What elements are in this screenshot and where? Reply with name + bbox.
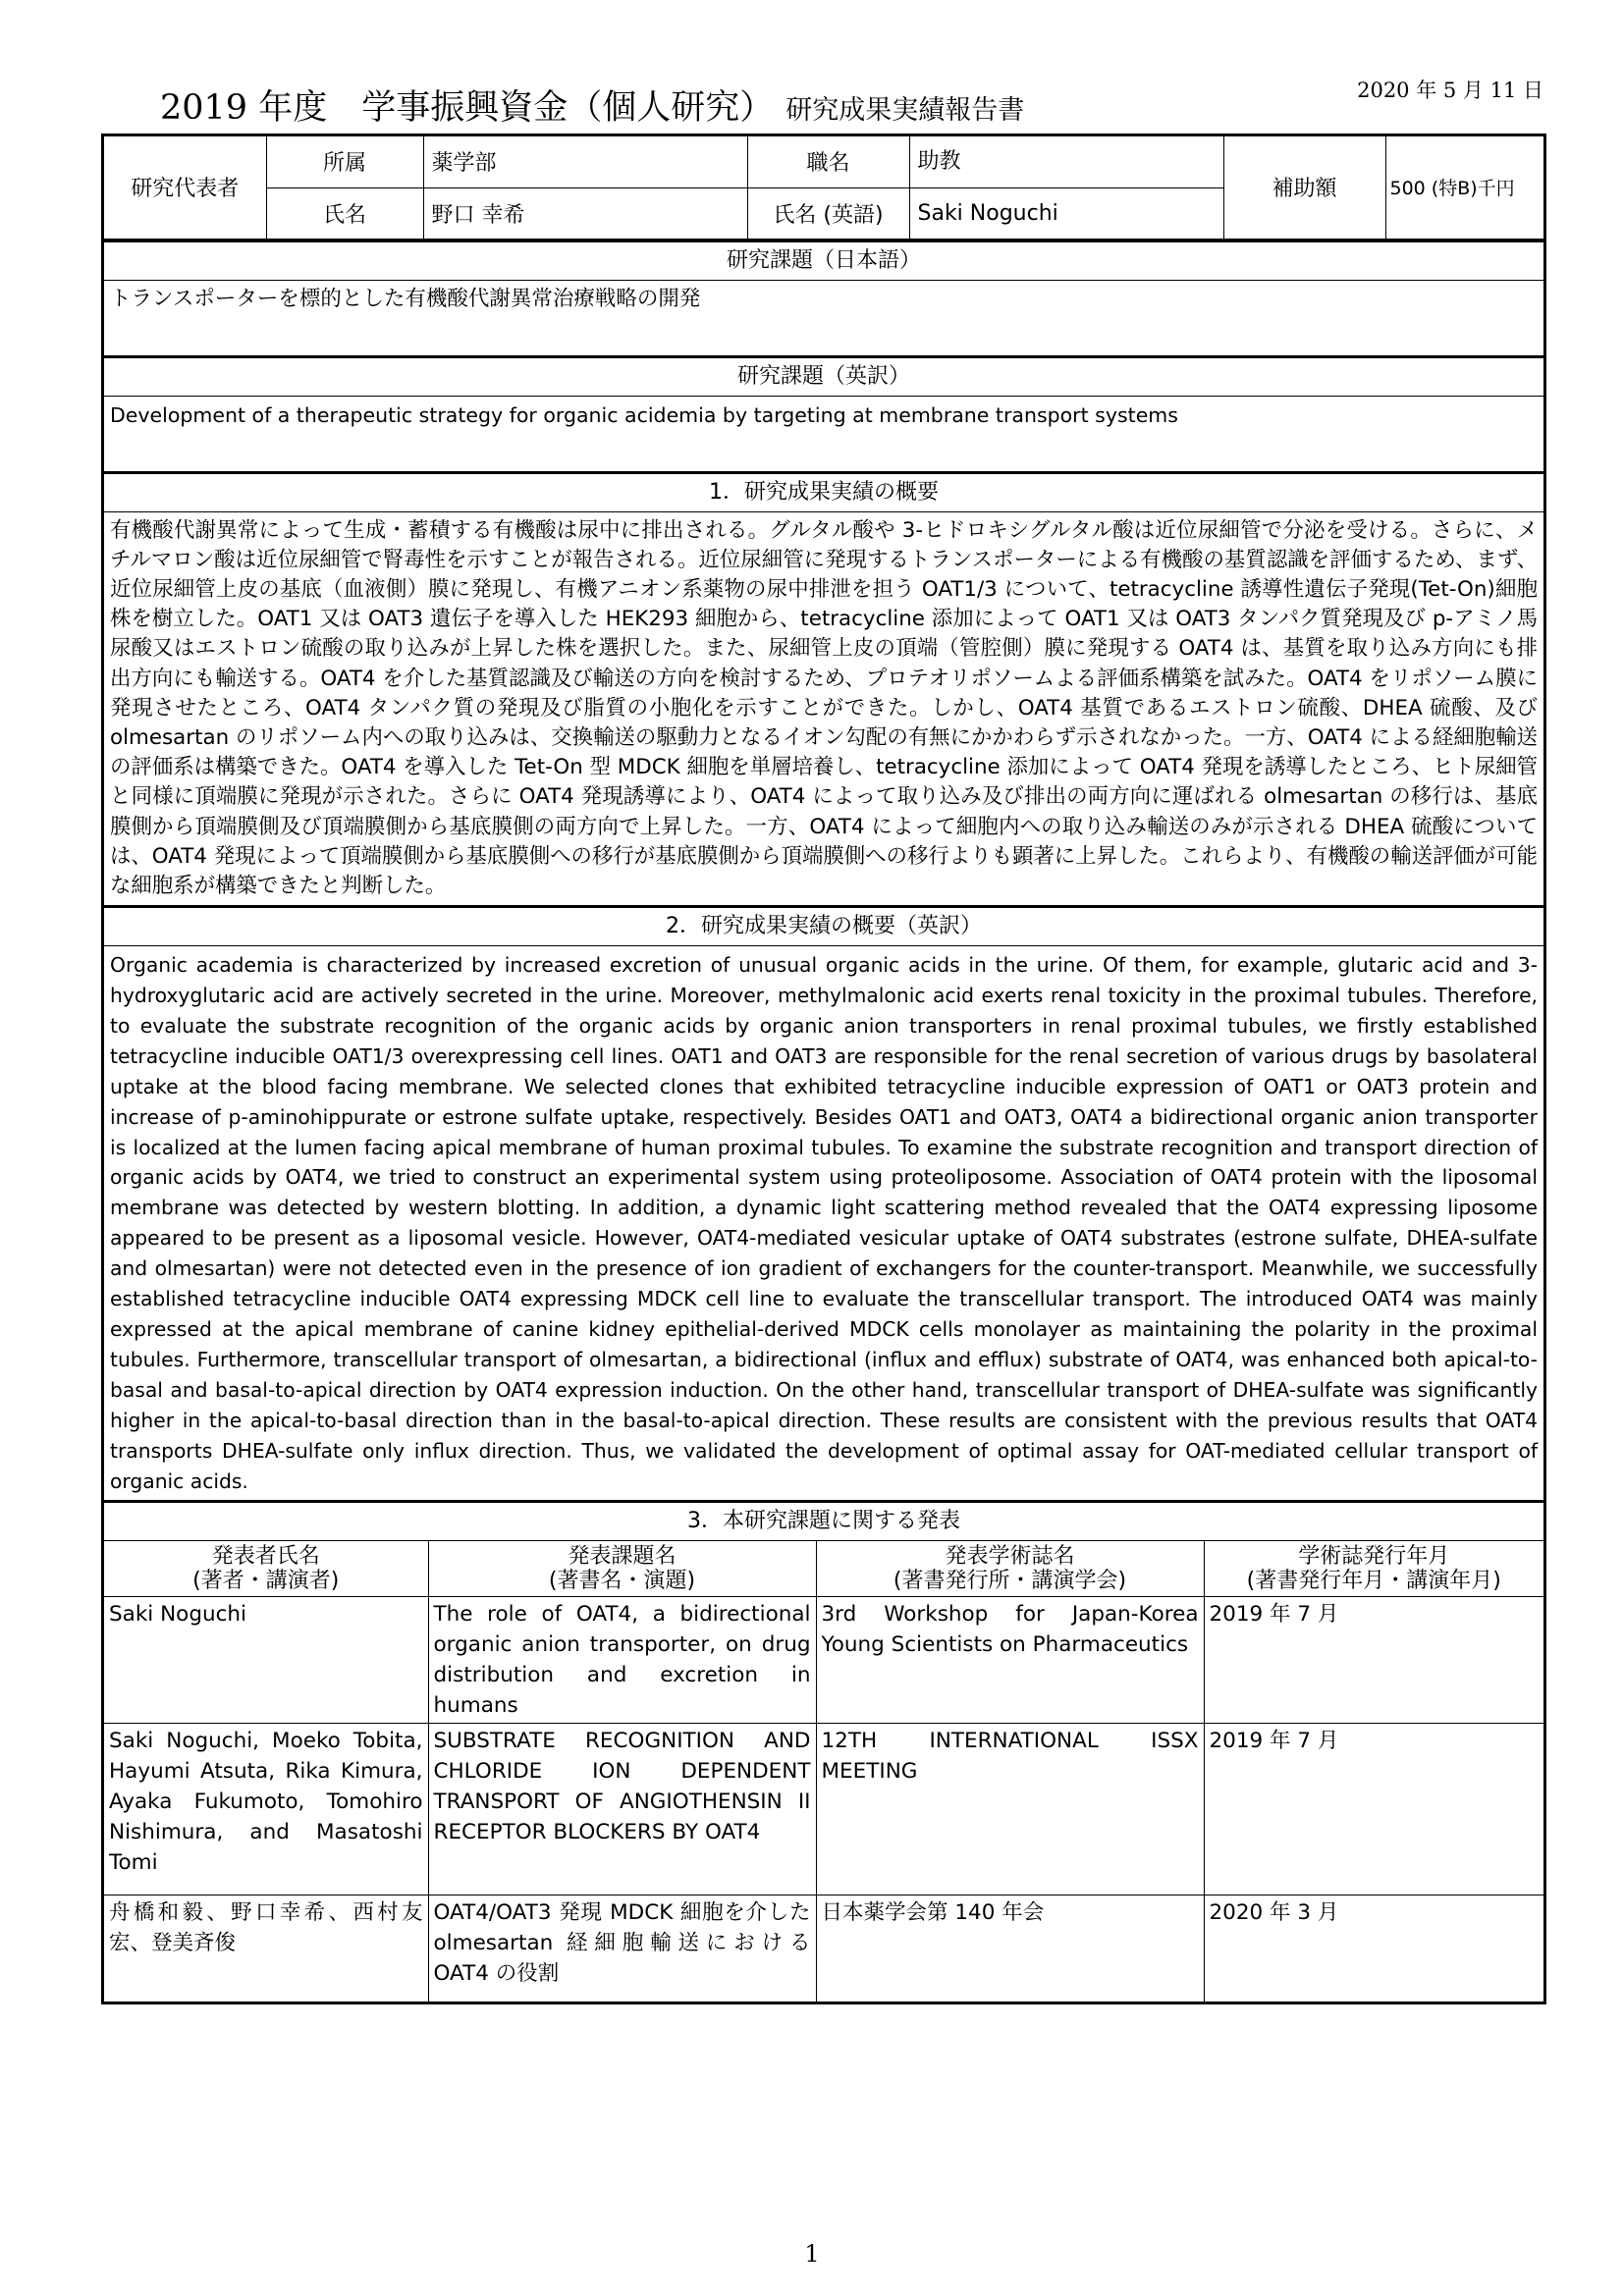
position-value: 助教 — [909, 136, 1223, 187]
report-date: 2020 年 5 月 11 日 — [1357, 79, 1543, 102]
topic-jp-heading: 研究課題（日本語） — [104, 240, 1543, 281]
column-header: 発表学術誌名 (著書発行所・講演学会) — [816, 1541, 1204, 1597]
pub-authors: Saki Noguchi — [104, 1597, 428, 1724]
report-form — [101, 133, 1546, 2004]
column-header: 発表課題名 (著書名・演題) — [428, 1541, 816, 1597]
name-label: 氏名 — [266, 187, 423, 239]
topic-en-text: Development of a therapeutic strategy for organic acidemia by targeting at membrane transport systems — [110, 402, 1178, 427]
column-header: 発表者氏名 (著者・講演者) — [104, 1541, 428, 1597]
representative-label: 研究代表者 — [104, 136, 266, 239]
pub-title: OAT4/OAT3 発現 MDCK 細胞を介した olmesartan 経細胞輸送における OAT4 の役割 — [428, 1896, 816, 2002]
pub-venue: 12TH INTERNATIONAL ISSX MEETING — [816, 1724, 1204, 1896]
affiliation-label: 所属 — [266, 136, 423, 187]
pub-authors: 舟橋和毅、野口幸希、西村友宏、登美斉俊 — [104, 1896, 428, 2002]
affiliation-value: 薬学部 — [423, 136, 747, 187]
grant-label: 補助額 — [1223, 136, 1385, 239]
name-value: 野口 幸希 — [423, 187, 747, 239]
publications-table — [104, 1541, 1543, 2002]
publications-header-row — [104, 1541, 1543, 1597]
position-label: 職名 — [747, 136, 909, 187]
summary-jp-heading: 1．研究成果実績の概要 — [104, 471, 1543, 512]
pub-authors: Saki Noguchi, Moeko Tobita, Hayumi Atsuta, Rika Kimura, Ayaka Fukumoto, Tomohiro Nishimura, and Masatoshi Tomi — [104, 1724, 428, 1896]
page-number: 1 — [804, 2240, 820, 2268]
summary-jp-text: 有機酸代謝異常によって生成・蓄積する有機酸は尿中に排出される。グルタル酸や 3-ヒドロキシグルタル酸は近位尿細管で分泌を受ける。さらに、メチルマロン酸は近位尿細管で腎毒性を示すことが報告される。近位尿細管に発現するトランスポーターによる有機酸の基質認識を評価するため、まず、近位尿細管上皮の基底（血液側）膜に発現し、有機アニオン系薬物の尿中排泄を担う OAT1/3 について、tetracycline 誘導性遺伝子発現(Tet-On)細胞株を樹立した。OAT1 又は OAT3 遺伝子を導入した HEK293 細胞から、tetracycline 添加によって OAT1 又は OAT3 タンパク質発現及び p-アミノ馬尿酸又はエストロン硫酸の取り込みが上昇した株を選択した。また、尿細管上皮の頂端（管腔側）膜に発現する OAT4 は、基質を取り込み方向にも排出方向にも輸送する。OAT4 を介した基質認識及び輸送の方向を検討するため、プロテオリポソームよる評価系構築を試みた。OAT4 をリポソーム膜に発現させたところ、OAT4 タンパク質の発現及び脂質の小胞化を示すことができた。しかし、OAT4 基質であるエストロン硫酸、DHEA 硫酸、及び olmesartan のリポソーム内への取り込みは、交換輸送の駆動力となるイオン勾配の有無にかかわらず示されなかった。一方、OAT4 による経細胞輸送の評価系は構築できた。OAT4 を導入した Tet-On 型 MDCK 細胞を単層培養し、tetracycline 添加によって OAT4 発現を誘導したところ、ヒト尿細管と同様に頂端膜に発現が示された。さらに OAT4 発現誘導により、OAT4 によって取り込み及び排出の両方向に運ばれる olmesartan の移行は、基底膜側から頂端膜側及び頂端膜側から基底膜側の両方向で上昇した。一方、OAT4 によって細胞内への取り込み輸送のみが示される DHEA 硫酸については、OAT4 発現によって頂端膜側から基底膜側への移行が基底膜側から頂端膜側への移行よりも顕著に上昇した。これらより、有機酸の輸送評価が可能な細胞系が構築できたと判断した。 — [110, 517, 1538, 898]
pub-title: The role of OAT4, a bidirectional organic anion transporter, on drug distribution and excretion in humans — [428, 1597, 816, 1724]
topic-en-heading: 研究課題（英訳） — [104, 355, 1543, 397]
summary-en-heading: 2．研究成果実績の概要（英訳） — [104, 905, 1543, 946]
name-en-value: Saki Noguchi — [909, 187, 1223, 239]
pub-title: SUBSTRATE RECOGNITION AND CHLORIDE ION DEPENDENT TRANSPORT OF ANGIOTHENSIN II RECEPTOR BLOCKERS BY OAT4 — [428, 1724, 816, 1896]
table-row — [104, 1724, 1543, 1896]
title-sub: 研究成果実績報告書 — [785, 95, 1025, 126]
pub-date: 2020 年 3 月 — [1204, 1896, 1543, 2002]
topic-jp-text: トランスポーターを標的とした有機酸代謝異常治療戦略の開発 — [110, 286, 701, 311]
pub-date: 2019 年 7 月 — [1204, 1597, 1543, 1724]
title-main: 2019 年度 学事振興資金（個人研究） — [160, 88, 775, 128]
name-en-label: 氏名 (英語) — [747, 187, 909, 239]
column-header: 学術誌発行年月 (著書発行年月・講演年月) — [1204, 1541, 1543, 1597]
table-row — [104, 1896, 1543, 2002]
page-title — [160, 80, 1024, 130]
pub-venue: 3rd Workshop for Japan-Korea Young Scientists on Pharmaceutics — [816, 1597, 1204, 1724]
pub-venue: 日本薬学会第 140 年会 — [816, 1896, 1204, 2002]
summary-en-text: Organic academia is characterized by increased excretion of unusual organic acids in the urine. Of them, for example, glutaric acid and 3-hydroxyglutaric acid are actively secreted in the urine. Moreover, methylmalonic acid exerts renal toxicity in the proximal tubules. Therefore, to evaluate the substrate recognition of the organic acids by organic anion transporters in renal proximal tubules, we firstly established tetracycline inducible OAT1/3 overexpressing cell lines. OAT1 and OAT3 are responsible for the renal secretion of various drugs by basolateral uptake at the blood facing membrane. We selected clones that exhibited tetracycline inducible expression of OAT1 or OAT3 protein and increase of p-aminohippurate or estrone sulfate uptake, respectively. Besides OAT1 and OAT3, OAT4 a bidirectional organic anion transporter is localized at the lumen facing apical membrane of human proximal tubules. To examine the substrate recognition and transport direction of organic acids by OAT4, we tried to construct an experimental system using proteoliposome. Association of OAT4 protein with the liposomal membrane was detected by western blotting. In addition, a dynamic light scattering method revealed that the OAT4 expressing liposome appeared to be present as a liposomal vesicle. However, OAT4-mediated vesicular uptake of OAT4 substrates (estrone sulfate, DHEA-sulfate and olmesartan) were not detected even in the presence of ion gradient of exchangers for the counter-transport. Meanwhile, we successfully established tetracycline inducible OAT4 expressing MDCK cell line to evaluate the transcellular transport. The introduced OAT4 was mainly expressed at the apical membrane of canine kidney epithelial-derived MDCK cells monolayer as maintaining the polarity in the proximal tubules. Furthermore, transcellular transport of olmesartan, a bidirectional (influx and efflux) substrate of OAT4, was enhanced both apical-to-basal and basal-to-apical direction by OAT4 expression induction. On the other hand, transcellular transport of DHEA-sulfate was significantly higher in the apical-to-basal direction than in the basal-to-apical direction. These results are consistent with the previous results that OAT4 transports DHEA-sulfate only influx direction. Thus, we validated the development of optimal assay for OAT-mediated cellular transport of organic acids. — [110, 953, 1538, 1493]
table-row — [104, 1597, 1543, 1724]
header-table — [104, 136, 1543, 240]
grant-value: 500 (特B)千円 — [1385, 136, 1543, 239]
publications-heading: 3．本研究課題に関する発表 — [104, 1500, 1543, 1541]
pub-date: 2019 年 7 月 — [1204, 1724, 1543, 1896]
